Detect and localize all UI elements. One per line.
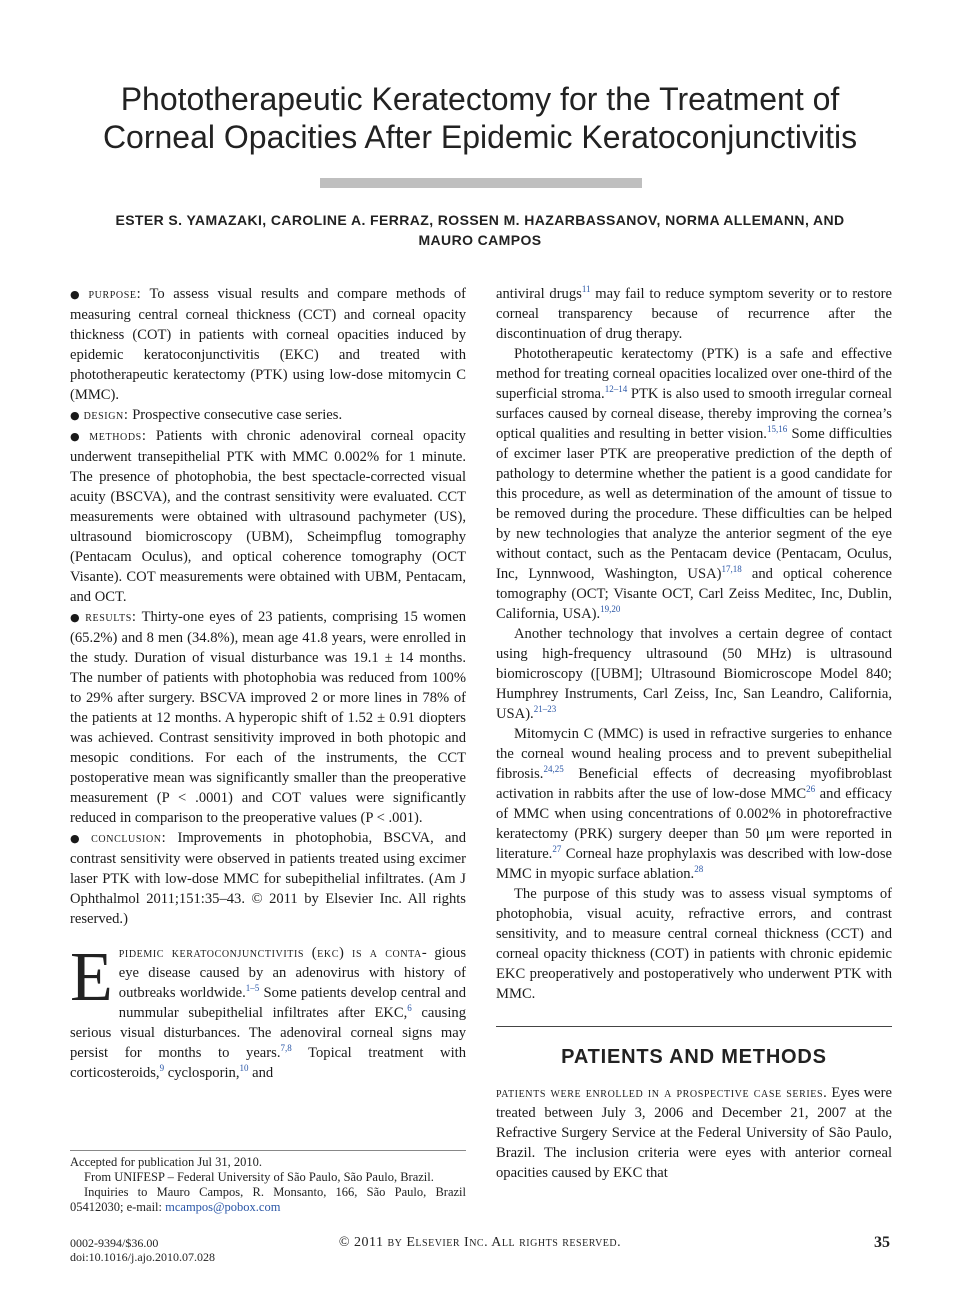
reference-link[interactable]: 26	[806, 784, 816, 795]
authors-line-2: MAURO CAMPOS	[418, 232, 542, 248]
affiliation: From UNIFESP – Federal University of São Paulo, São Paulo, Brazil.	[84, 1170, 434, 1184]
section-heading: PATIENTS AND METHODS	[561, 1046, 827, 1068]
results-label: results:	[85, 609, 137, 625]
section-divider	[496, 1026, 892, 1027]
reference-link[interactable]: 10	[239, 1063, 249, 1074]
abstract-purpose	[70, 284, 466, 405]
intro-text: causing serious visual disturbances. The adenoviral corneal signs may persist for months to years.	[70, 1005, 466, 1061]
paragraph-patients	[496, 1083, 892, 1183]
abstract	[70, 284, 466, 929]
intro-text: cyclosporin,	[164, 1065, 240, 1081]
reference-link[interactable]: 15,16	[766, 424, 788, 435]
authors-line-1: ESTER S. YAMAZAKI, CAROLINE A. FERRAZ, ROSSEN M. HAZARBASSANOV, NORMA ALLEMANN, AND	[115, 212, 845, 228]
reference-link[interactable]: 17,18	[721, 564, 742, 575]
body-text: Corneal haze prophylaxis was described with low-dose MMC in myopic surface ablation.	[496, 846, 892, 882]
reference-link[interactable]: 28	[694, 864, 704, 875]
body-text: and efficacy of MMC when using concentrations of 0.002% in photorefractive keratectomy (PRK) surgery deeper than 50 μm were reported in literature.	[496, 786, 892, 862]
bullet-icon: ●	[70, 832, 88, 845]
paragraph-ubm	[496, 624, 892, 724]
section-lead-in: patients were enrolled in a prospective case series.	[496, 1085, 828, 1101]
purpose-label: purpose:	[88, 286, 142, 302]
introduction-paragraph	[70, 939, 467, 1083]
bullet-icon: ●	[70, 409, 80, 422]
body-text: Mitomycin C (MMC) is used in refractive surgeries to enhance the corneal wound healing process and to prevent subepithelial fibrosis.	[496, 726, 892, 782]
body-text: antiviral drugs	[496, 286, 582, 302]
body-text: Eyes were treated between July 3, 2006 and December 21, 2007 at the Refractive Surgery Service at the Federal University of São Paulo, Brazil. The inclusion criteria were eyes with anterior corneal opacities caused by EKC that	[496, 1085, 892, 1181]
page-number: 35	[874, 1234, 890, 1251]
body-text: Another technology that involves a certain degree of contact using high-frequency ultrasound (50 MHz) is ultrasound biomicroscopy ([UBM]; Ultrasound Biomicroscope Model 840; Humphrey Instruments, Carl Zeiss, Inc, San Leandro, California, USA).	[496, 626, 892, 722]
abstract-results	[70, 607, 466, 828]
inquiries	[70, 1185, 466, 1215]
body-text: PTK is also used to smooth irregular corneal surfaces caused by corneal disease, thereby improving the cornea’s optical qualities and resulting in better vision.	[496, 386, 892, 442]
intro-lead-in: pidemic keratoconjunctivitis (ekc) is a conta-	[118, 945, 428, 961]
methods-text: Patients with chronic adenoviral corneal opacity underwent transepithelial PTK with MMC 0.002% for 1 minute. The presence of photophobia, the best spectacle-corrected visual acuity (BSCVA), and the contrast sensitivity were evaluated. CCT measurements were obtained with ultrasound pachymeter (US), ultrasound biomicroscopy (UBM), Scheimpflug tomography (Pentacam Oculus), and optical coherence tomography (OCT Visante). COT measurements were obtained with UBM, Pentacam, and OCT.	[70, 428, 466, 605]
results-text: Thirty-one eyes of 23 patients, comprising 15 women (65.2%) and 8 men (34.8%), mean age 41.8 years, were enrolled in the study. Duration of visual disturbance was 19.1 ± 14 months. The number of patients with photophobia was reduced from 100% to 29% after surgery. BSCVA improved 2 or more lines in 78% of the patients at 12 months. A hyperopic shift of 1.52 ± 0.91 diopters was achieved. Contrast sensitivity improved in both photopic and mesopic conditions. For each of the instruments, the CCT postoperative mean was significantly smaller than the preoperative measurement (P < .0001) and COT values were significantly reduced in comparison to the preoperative values (P < .001).	[70, 609, 467, 826]
body-text: Phototherapeutic keratectomy (PTK) is a safe and effective method for treating corneal opacities localized over one-third of the superficial stroma.	[496, 346, 892, 402]
reference-link[interactable]: 24,25	[543, 764, 564, 775]
article-footnote	[70, 1150, 466, 1215]
design-text: Prospective consecutive case series.	[132, 407, 343, 423]
paragraph-mmc	[496, 724, 892, 884]
bullet-icon: ●	[70, 611, 82, 624]
author-list	[70, 210, 890, 250]
abstract-conclusion	[70, 828, 466, 929]
reference-link[interactable]: 1–5	[245, 983, 260, 994]
title-divider	[320, 178, 642, 188]
body-text: Some difficulties of excimer laser PTK are preoperative prediction of the depth of pathology to determine whether the patient is a good candidate for this procedure, as well as determination of the amount of tissue to be removed during the procedure. These difficulties can be helped by new technologies that analyze the anterior segment of the eye without contact, such as the Pentacam device (Pentacam, Oculus, Inc, Lynnwood, Washington, USA)	[496, 426, 893, 582]
reference-link[interactable]: 11	[581, 284, 591, 295]
body-text: and optical coherence tomography (OCT; Visante OCT, Carl Zeiss Meditec, Inc, Dublin, California, USA).	[496, 566, 892, 622]
paragraph-antiviral	[496, 284, 892, 344]
body-text: The purpose of this study was to assess visual symptoms of photophobia, visual acuity, refractive errors, and contrast sensitivity, and to measure central corneal thickness (CCT) and corneal opacity thickness (COT) in patients with chronic epidemic EKC preoperatively and postoperatively who underwent PTK with MMC.	[496, 886, 892, 1002]
title-line-2: Corneal Opacities After Epidemic Keratoconjunctivitis	[102, 119, 858, 155]
reference-link[interactable]: 9	[159, 1063, 165, 1074]
publication-ids	[70, 1236, 215, 1264]
reference-link[interactable]: 6	[407, 1003, 412, 1014]
accepted-date: Accepted for publication Jul 31, 2010.	[70, 1155, 262, 1169]
design-label: design:	[83, 407, 129, 423]
purpose-text: To assess visual results and compare methods of measuring central corneal thickness (CCT) and corneal opacity thickness (COT) in patients with corneal opacities induced by epidemic keratoconjunctivitis (EKC) and treated with phototherapeutic keratectomy (PTK) using low-dose mitomycin C (MMC).	[70, 286, 466, 403]
intro-text: Topical treatment with corticosteroids,	[70, 1045, 466, 1081]
reference-link[interactable]: 7,8	[280, 1043, 292, 1054]
reference-link[interactable]: 21–23	[533, 704, 557, 715]
copyright-footer: © 2011 by Elsevier Inc. All rights reserved.	[338, 1235, 622, 1250]
email-link[interactable]: mcampos@pobox.com	[165, 1200, 281, 1214]
bullet-icon: ●	[70, 288, 85, 301]
reference-link[interactable]: 19,20	[600, 604, 621, 615]
right-column	[496, 284, 892, 1183]
issn: 0002-9394/$36.00	[70, 1236, 159, 1250]
reference-link[interactable]: 12–14	[604, 384, 628, 395]
methods-label: methods:	[89, 428, 147, 444]
reference-link[interactable]: 27	[552, 844, 562, 855]
drop-cap: E	[70, 939, 113, 1016]
article-title	[60, 80, 900, 156]
journal-citation: (Am J Ophthalmol 2011;151:35–43. © 2011 by Elsevier Inc. All rights reserved.)	[70, 871, 466, 927]
doi: doi:10.1016/j.ajo.2010.07.028	[70, 1250, 215, 1264]
body-text: Beneficial effects of decreasing myofibroblast activation in rabbits after the use of low-dose MMC	[496, 766, 892, 802]
conclusion-text: Improvements in photophobia, BSCVA, and contrast sensitivity were observed in patients treated using excimer laser PTK with low-dose MMC for subepithelial infiltrates.	[70, 830, 466, 887]
conclusion-label: conclusion:	[91, 830, 167, 846]
intro-text: Some patients develop central and nummular subepithelial infiltrates after EKC,	[118, 985, 467, 1021]
paragraph-ptk	[496, 344, 892, 624]
bullet-icon: ●	[70, 430, 86, 443]
left-column	[70, 284, 466, 1083]
body-text: may fail to reduce symptom severity or to restore corneal transparency because of recurrence after the discontinuation of drug therapy.	[496, 286, 892, 342]
inquiries-text: Inquiries to Mauro Campos, R. Monsanto, 166, São Paulo, Brazil 05412030; e-mail:	[70, 1185, 466, 1214]
abstract-methods	[70, 426, 466, 607]
intro-text: and	[248, 1065, 274, 1081]
paragraph-purpose	[496, 884, 892, 1004]
title-line-1: Phototherapeutic Keratectomy for the Treatment of	[120, 81, 840, 117]
abstract-design	[70, 405, 466, 426]
intro-text: gious eye disease caused by an adenovirus with history of outbreaks worldwide.	[118, 945, 466, 1001]
